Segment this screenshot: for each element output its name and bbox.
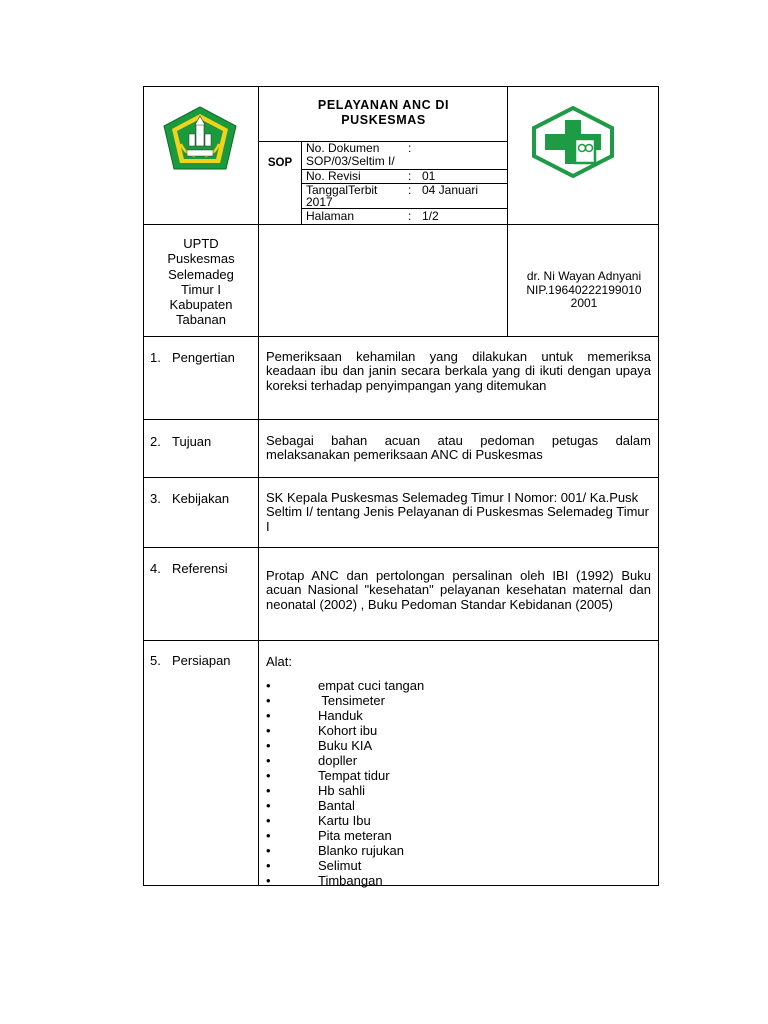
section-label-pengertian xyxy=(150,350,235,365)
list-item xyxy=(266,738,651,753)
list-item xyxy=(266,693,651,708)
org-line: Tabanan xyxy=(176,312,226,328)
section-title: Persiapan xyxy=(172,653,231,668)
signatory-nip: NIP.19640222199010 xyxy=(526,282,642,297)
meta-sep: : xyxy=(408,169,412,183)
section-body-persiapan: Alat: xyxy=(266,654,293,669)
org-line: Timur I xyxy=(181,281,221,297)
section-title: Kebijakan xyxy=(172,491,230,506)
list-item xyxy=(266,783,651,798)
puskesmas-cross-icon xyxy=(532,106,614,178)
section-number: 5. xyxy=(150,653,161,668)
signatory-name: dr. Ni Wayan Adnyani xyxy=(526,269,642,283)
document-title xyxy=(260,98,507,128)
list-item xyxy=(266,798,651,813)
bullet: • xyxy=(266,693,271,708)
list-item xyxy=(266,828,651,843)
bullet: • xyxy=(266,738,271,753)
section-label-persiapan xyxy=(150,653,231,668)
meta-key: TanggalTerbit xyxy=(306,183,378,197)
org-line: UPTD xyxy=(183,236,219,251)
list-item xyxy=(266,753,651,768)
list-item xyxy=(266,858,651,873)
section-title: Pengertian xyxy=(172,350,235,365)
list-item xyxy=(266,768,651,783)
meta-sep: : xyxy=(408,183,412,197)
meta-row-page xyxy=(306,210,439,222)
signatory-nip: 2001 xyxy=(570,296,598,311)
bullet: • xyxy=(266,813,271,828)
divider xyxy=(143,477,659,478)
list-item xyxy=(266,813,651,828)
list-item xyxy=(266,843,651,858)
list-item-text: empat cuci tangan xyxy=(318,678,425,693)
meta-key: No. Revisi xyxy=(306,169,361,183)
list-item-text: Kartu Ibu xyxy=(318,813,371,828)
section-title: Tujuan xyxy=(172,434,212,449)
title-line: PELAYANAN ANC DI xyxy=(317,98,450,112)
meta-value: 1/2 xyxy=(422,209,439,223)
list-item-text: Blanko rujukan xyxy=(318,843,404,858)
section-number: 3. xyxy=(150,491,161,506)
meta-row-revision xyxy=(306,170,435,182)
section-label-tujuan xyxy=(150,434,211,449)
list-item-text: Tensimeter xyxy=(318,693,385,708)
list-item-text: Selimut xyxy=(318,858,362,873)
list-item-text: dopller xyxy=(318,753,358,768)
list-item-text: Buku KIA xyxy=(318,738,373,753)
divider xyxy=(258,86,259,336)
divider xyxy=(143,224,659,225)
list-item xyxy=(266,708,651,723)
bullet: • xyxy=(266,798,271,813)
bullet: • xyxy=(266,843,271,858)
meta-row-document-code xyxy=(306,155,395,167)
list-item-text: Pita meteran xyxy=(318,828,392,843)
section-label-referensi xyxy=(150,561,228,576)
list-item xyxy=(266,678,651,693)
divider xyxy=(507,86,508,336)
bullet: • xyxy=(266,858,271,873)
list-item-text: Bantal xyxy=(318,798,355,813)
sop-label: SOP xyxy=(267,157,293,169)
meta-sep: : xyxy=(408,209,412,223)
bullet: • xyxy=(266,708,271,723)
list-item-text: Timbangan xyxy=(318,873,383,888)
divider xyxy=(143,336,659,337)
title-line: PUSKESMAS xyxy=(341,113,426,127)
divider xyxy=(143,640,659,641)
meta-value: 04 Januari xyxy=(422,183,479,197)
list-item-text: Tempat tidur xyxy=(318,768,390,783)
org-line: Puskesmas xyxy=(167,251,235,267)
tools-list xyxy=(266,678,651,888)
section-body-referensi: Protap ANC dan pertolongan persalinan oleh IBI (1992) Buku acuan Nasional "kesehatan" pelayanan kesehatan maternal dan neonatal (2002) , Buku Pedoman Standar Kebidanan (2005) xyxy=(266,568,651,612)
meta-row-date-year xyxy=(306,196,333,208)
bullet: • xyxy=(266,753,271,768)
section-number: 1. xyxy=(150,350,161,365)
bullet: • xyxy=(266,828,271,843)
bullet: • xyxy=(266,768,271,783)
list-item-text: Hb sahli xyxy=(318,783,365,798)
bullet: • xyxy=(266,678,271,693)
bullet: • xyxy=(266,723,271,738)
meta-sep: : xyxy=(408,141,412,155)
bullet: • xyxy=(266,873,271,888)
signatory-block xyxy=(510,270,658,311)
meta-row-document-no xyxy=(306,142,422,154)
meta-key: Halaman xyxy=(306,209,355,223)
organization-name xyxy=(144,236,258,328)
section-number: 4. xyxy=(150,561,161,576)
section-body-tujuan: Sebagai bahan acuan atau pedoman petugas dalam melaksanakan pemeriksaan ANC di Puskesmas xyxy=(266,433,651,463)
divider xyxy=(143,419,659,420)
list-item-text: Handuk xyxy=(318,708,363,723)
org-line: Kabupaten xyxy=(169,297,233,313)
section-body-pengertian: Pemeriksaan kehamilan yang dilakukan untuk memeriksa keadaan ibu dan janin secara berkala yang di ikuti dengan upaya koreksi terhadap penyimpangan yang ditemukan xyxy=(266,349,651,393)
section-body-kebijakan: SK Kepala Puskesmas Selemadeg Timur I Nomor: 001/ Ka.Pusk Seltim I/ tentang Jenis Pelayanan di Puskesmas Selemadeg Timur I xyxy=(266,490,649,534)
list-item xyxy=(266,873,651,888)
org-line: Selemadeg xyxy=(168,266,234,282)
meta-key: 2017 xyxy=(306,195,333,209)
section-title: Referensi xyxy=(172,561,228,576)
section-number: 2. xyxy=(150,434,161,449)
bullet: • xyxy=(266,783,271,798)
meta-value: 01 xyxy=(422,169,436,183)
divider xyxy=(143,547,659,548)
list-item-text: Kohort ibu xyxy=(318,723,378,738)
regency-emblem-icon xyxy=(163,106,237,170)
section-label-kebijakan xyxy=(150,491,229,506)
list-item xyxy=(266,723,651,738)
meta-key: No. Dokumen xyxy=(306,141,380,155)
meta-key: SOP/03/Seltim I/ xyxy=(306,154,395,168)
